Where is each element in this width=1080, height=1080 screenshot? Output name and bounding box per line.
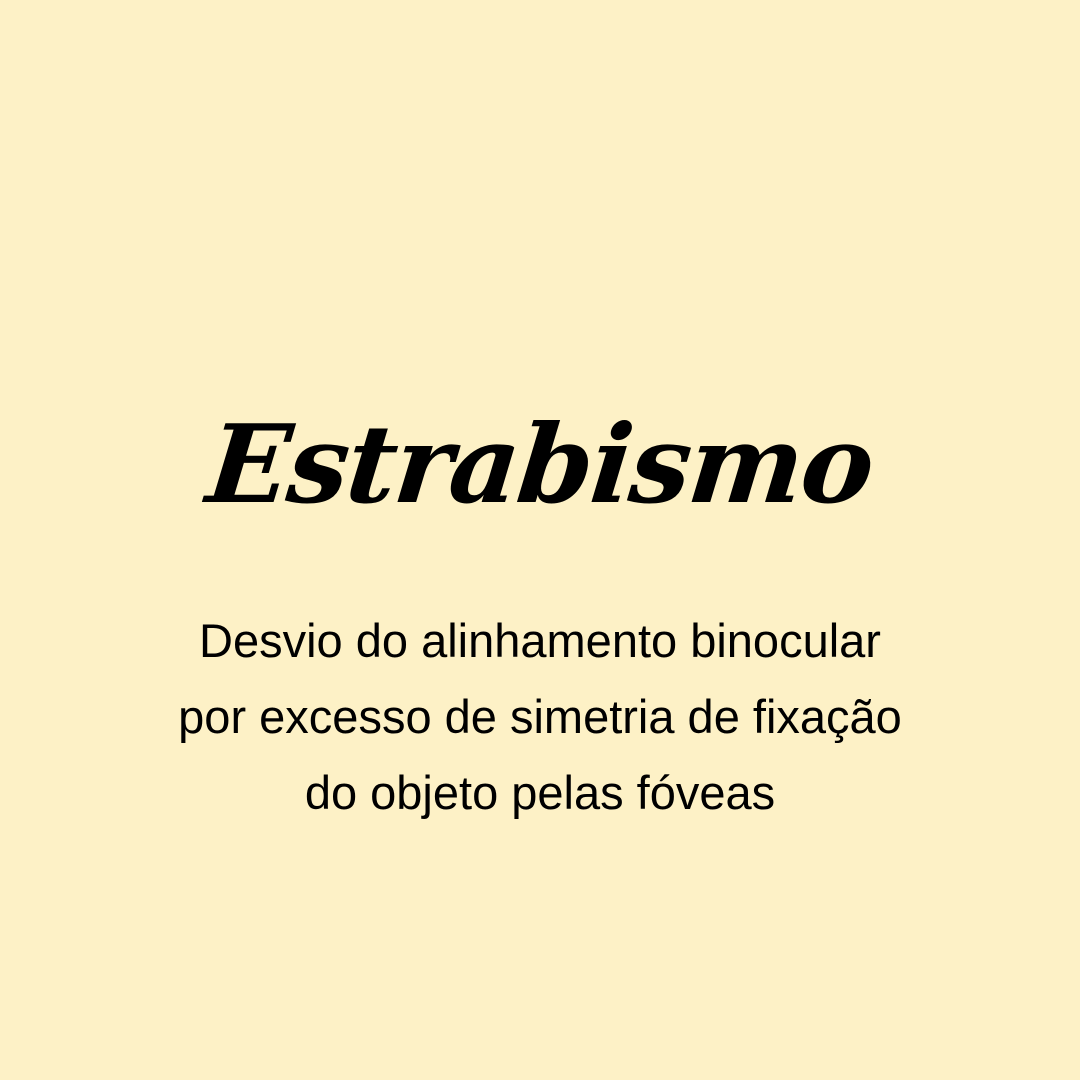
card-title: Estrabismo	[201, 402, 879, 528]
definition-line-1: Desvio do alinhamento binocular	[199, 614, 881, 667]
definition-line-3: do objeto pelas fóveas	[304, 766, 776, 819]
definition-text	[90, 603, 990, 831]
definition-line-2: por excesso de simetria de fixação	[178, 690, 902, 743]
